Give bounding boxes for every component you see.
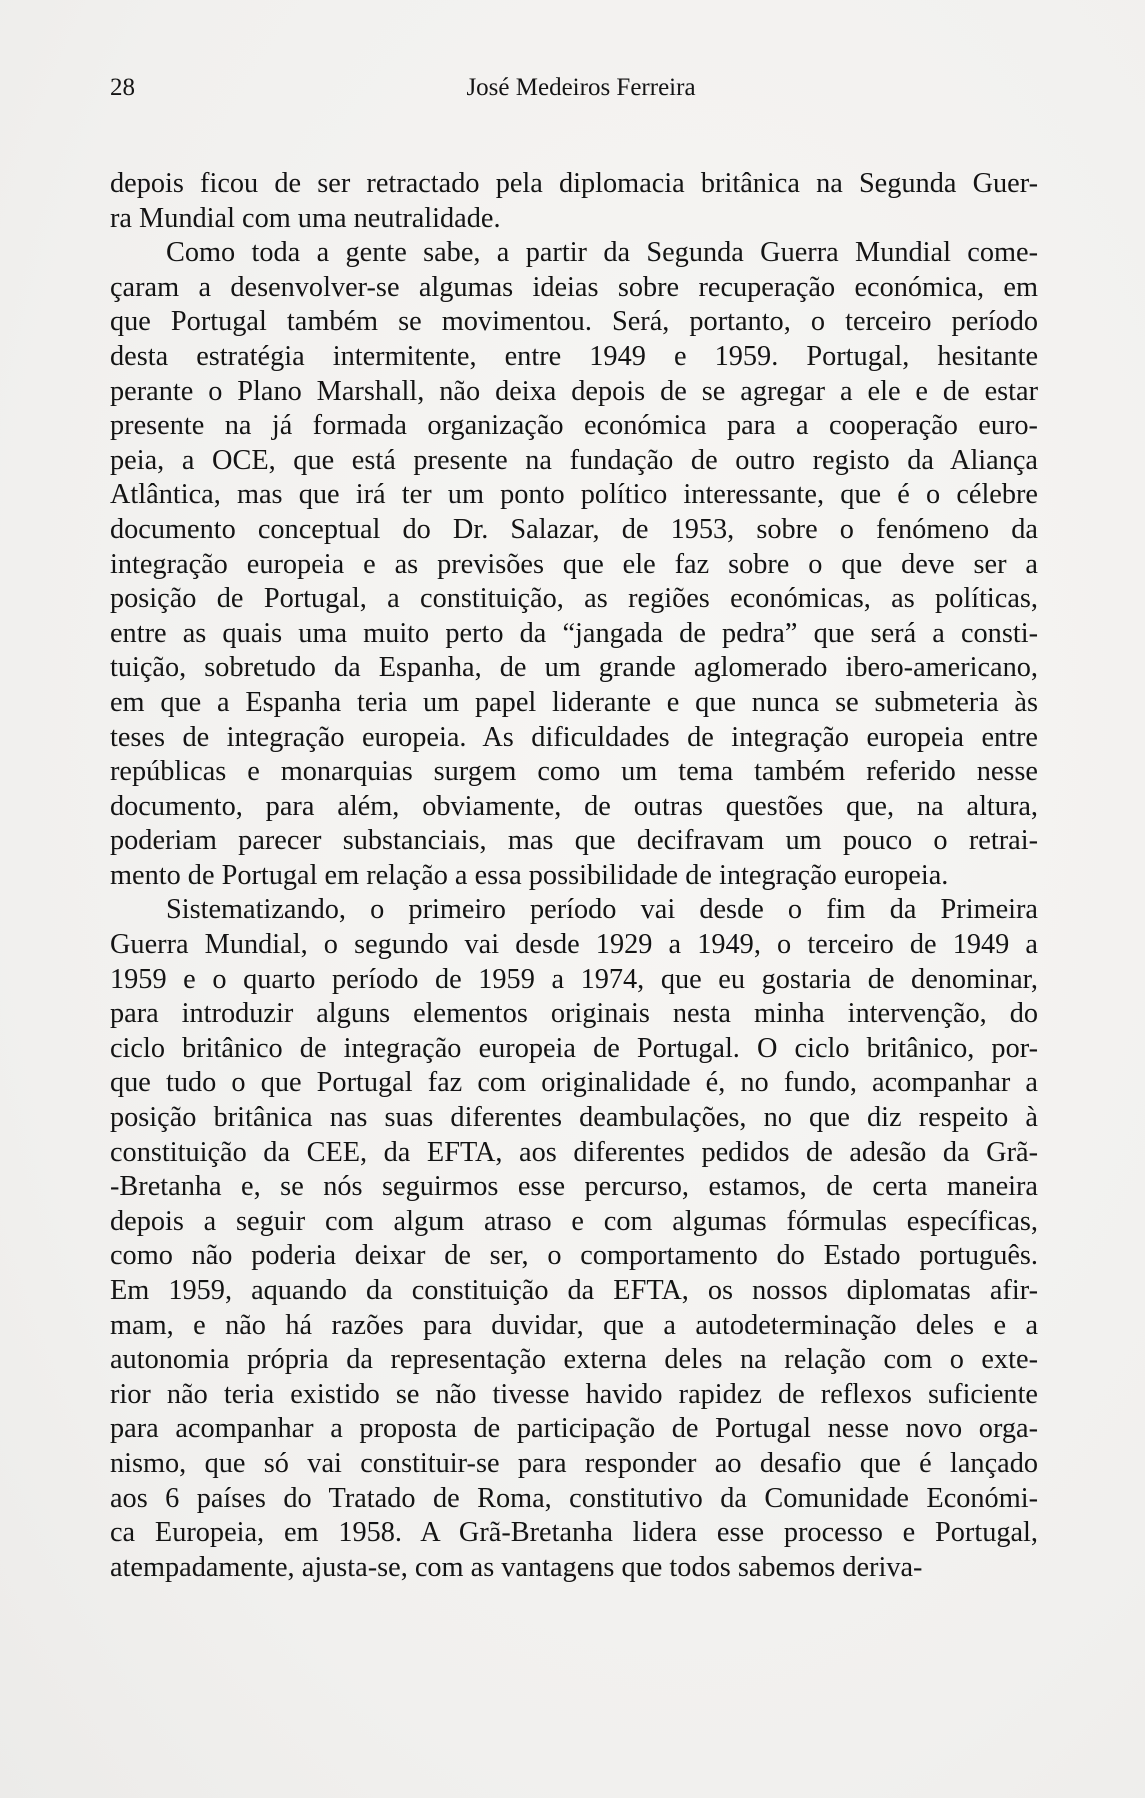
text-line: que tudo o que Portugal faz com originalidade é, no fundo, acompanhar a	[110, 1067, 1038, 1099]
paragraph	[110, 167, 1038, 236]
text-line: posição de Portugal, a constituição, as regiões económicas, as políticas,	[110, 583, 1038, 615]
text-line: autonomia própria da representação externa deles na relação com o exte-	[110, 1344, 1038, 1376]
text-line: como não poderia deixar de ser, o comportamento do Estado português.	[110, 1240, 1038, 1272]
text-line: atempadamente, ajusta-se, com as vantagens que todos sabemos deriva-	[110, 1551, 923, 1583]
text-line: Em 1959, aquando da constituição da EFTA, os nossos diplomatas afir-	[110, 1275, 1038, 1306]
paragraph	[110, 236, 1038, 893]
text-line: depois ficou de ser retractado pela diplomacia britânica na Segunda Guer-	[110, 168, 1038, 199]
text-line: integração europeia e as previsões que ele faz sobre o que deve ser a	[110, 548, 1038, 580]
text-line: desta estratégia intermitente, entre 1949 e 1959. Portugal, hesitante	[110, 340, 1038, 372]
text-line: poderiam parecer substanciais, mas que decifravam um pouco o retrai-	[110, 825, 1038, 857]
running-head-author: José Medeiros Ferreira	[466, 74, 696, 101]
text-line: repúblicas e monarquias surgem como um tema também referido nesse	[110, 756, 1038, 788]
page-number: 28	[110, 74, 135, 101]
text-line: que Portugal também se movimentou. Será, portanto, o terceiro período	[110, 306, 1038, 338]
text-line: mam, e não há razões para duvidar, que a autodeterminação deles e a	[110, 1309, 1038, 1341]
text-line: Guerra Mundial, o segundo vai desde 1929 a 1949, o terceiro de 1949 a	[110, 929, 1038, 961]
text-line: çaram a desenvolver-se algumas ideias sobre recuperação económica, em	[110, 271, 1038, 303]
text-line: ra Mundial com uma neutralidade.	[110, 202, 501, 234]
text-line: -Bretanha e, se nós seguirmos esse percurso, estamos, de certa maneira	[110, 1171, 1038, 1203]
text-line: documento, para além, obviamente, de outras questões que, na altura,	[110, 790, 1038, 822]
text-line: 1959 e o quarto período de 1959 a 1974, que eu gostaria de denominar,	[110, 963, 1038, 995]
text-line: perante o Plano Marshall, não deixa depois de se agregar a ele e de estar	[110, 375, 1038, 407]
text-line: nismo, que só vai constituir-se para responder ao desafio que é lançado	[110, 1447, 1038, 1479]
text-line: presente na já formada organização económica para a cooperação euro-	[110, 410, 1038, 442]
text-line: para acompanhar a proposta de participação de Portugal nesse novo orga-	[110, 1413, 1038, 1445]
text-line: tuição, sobretudo da Espanha, de um grande aglomerado ibero-americano,	[110, 652, 1038, 684]
body-text	[110, 167, 1038, 1585]
text-line: constituição da CEE, da EFTA, aos diferentes pedidos de adesão da Grã-	[110, 1136, 1038, 1168]
text-line: para introduzir alguns elementos originais nesta minha intervenção, do	[110, 998, 1038, 1030]
running-head	[110, 70, 1038, 106]
text-line: rior não teria existido se não tivesse havido rapidez de reflexos suficiente	[110, 1378, 1038, 1410]
text-line: em que a Espanha teria um papel liderante e que nunca se submeteria às	[110, 686, 1038, 718]
text-line: mento de Portugal em relação a essa possibilidade de integração europeia.	[110, 859, 949, 891]
text-line: entre as quais uma muito perto da “jangada de pedra” que será a consti-	[110, 617, 1038, 649]
text-line: peia, a OCE, que está presente na fundação de outro registo da Aliança	[110, 444, 1038, 476]
text-line: depois a seguir com algum atraso e com algumas fórmulas específicas,	[110, 1205, 1038, 1237]
text-line: documento conceptual do Dr. Salazar, de 1953, sobre o fenómeno da	[110, 513, 1038, 545]
text-line: Sistematizando, o primeiro período vai desde o fim da Primeira	[166, 894, 1038, 926]
text-line: posição britânica nas suas diferentes deambulações, no que diz respeito à	[110, 1102, 1038, 1134]
text-line: aos 6 países do Tratado de Roma, constitutivo da Comunidade Económi-	[110, 1482, 1038, 1514]
text-line: Como toda a gente sabe, a partir da Segunda Guerra Mundial come-	[166, 237, 1038, 269]
text-line: teses de integração europeia. As dificuldades de integração europeia entre	[110, 721, 1038, 753]
paragraph	[110, 893, 1038, 1585]
text-line: Atlântica, mas que irá ter um ponto político interessante, que é o célebre	[110, 479, 1038, 511]
text-line: ca Europeia, em 1958. A Grã-Bretanha lidera esse processo e Portugal,	[110, 1517, 1038, 1549]
text-line: ciclo britânico de integração europeia de Portugal. O ciclo britânico, por-	[110, 1032, 1038, 1064]
